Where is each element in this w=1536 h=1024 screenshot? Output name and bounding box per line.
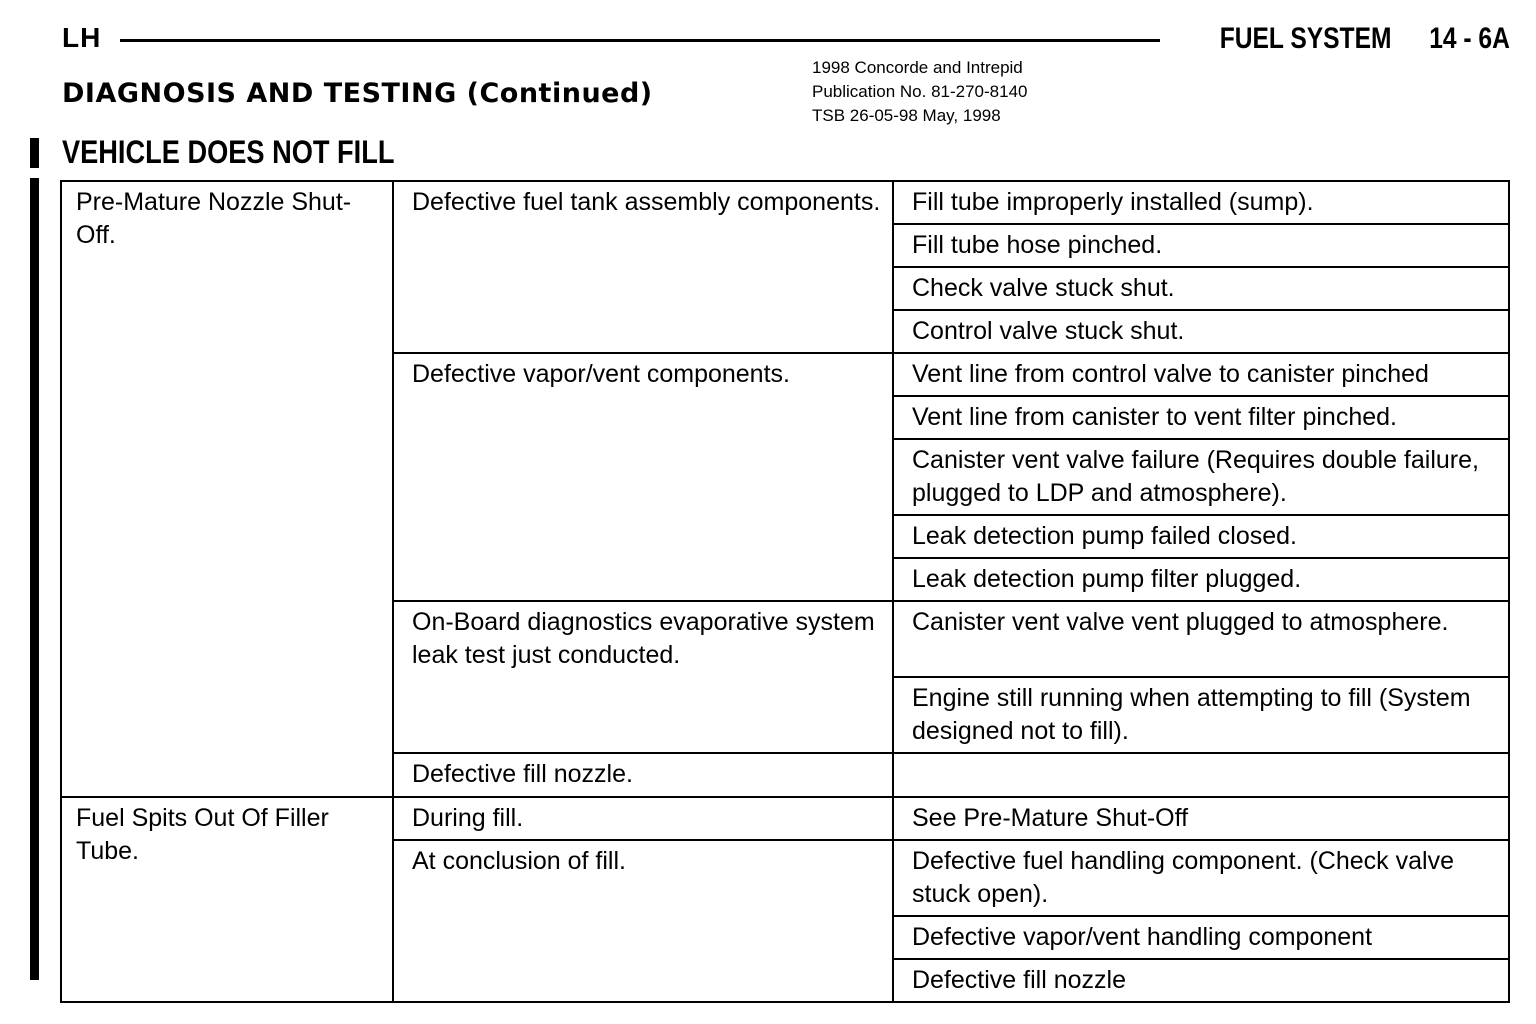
- section-name: FUEL SYSTEM: [1219, 22, 1392, 55]
- publication-line: TSB 26-05-98 May, 1998: [812, 106, 1001, 125]
- correction-cell: Vent line from canister to vent filter pinched.: [893, 396, 1509, 439]
- correction-cell: Engine still running when attempting to fill (System designed not to fill).: [893, 677, 1509, 753]
- correction-cell: Defective vapor/vent handling component: [893, 916, 1509, 959]
- table-row: [61, 797, 1509, 840]
- correction-cell: Canister vent valve vent plugged to atmosphere.: [893, 601, 1509, 677]
- correction-cell: Fill tube improperly installed (sump).: [893, 181, 1509, 224]
- correction-cell: Fill tube hose pinched.: [893, 224, 1509, 267]
- section-title: VEHICLE DOES NOT FILL: [62, 134, 395, 170]
- correction-cell: Defective fuel handling component. (Check valve stuck open).: [893, 840, 1509, 916]
- diagnosis-table: [60, 180, 1510, 1003]
- publication-line: 1998 Concorde and Intrepid: [812, 58, 1023, 77]
- header-rule: [120, 39, 1160, 42]
- correction-cell: Vent line from control valve to canister pinched: [893, 353, 1509, 396]
- page-header: [1220, 22, 1510, 56]
- cause-cell: Defective vapor/vent components.: [393, 353, 893, 601]
- correction-cell: Leak detection pump failed closed.: [893, 515, 1509, 558]
- correction-cell: Leak detection pump filter plugged.: [893, 558, 1509, 601]
- cause-cell: On-Board diagnostics evaporative system leak test just conducted.: [393, 601, 893, 753]
- page-number: 14 - 6A: [1429, 22, 1510, 55]
- publication-line: Publication No. 81-270-8140: [812, 82, 1028, 101]
- cause-cell: Defective fuel tank assembly components.: [393, 181, 893, 353]
- table-row: [61, 181, 1509, 224]
- diagnosis-table-body: [61, 181, 1509, 1002]
- condition-cell: Fuel Spits Out Of Filler Tube.: [61, 797, 393, 1002]
- cause-cell: Defective fill nozzle.: [393, 753, 893, 797]
- correction-cell: See Pre-Mature Shut-Off: [893, 797, 1509, 840]
- correction-cell: [893, 753, 1509, 797]
- revision-bar: [30, 138, 39, 168]
- correction-cell: Check valve stuck shut.: [893, 267, 1509, 310]
- publication-info: [812, 56, 1027, 128]
- correction-cell: Control valve stuck shut.: [893, 310, 1509, 353]
- correction-cell: Defective fill nozzle: [893, 959, 1509, 1002]
- page-subtitle: DIAGNOSIS AND TESTING (Continued): [62, 78, 653, 109]
- cause-cell: At conclusion of fill.: [393, 840, 893, 1002]
- revision-bar: [30, 178, 39, 980]
- correction-cell: Canister vent valve failure (Requires double failure, plugged to LDP and atmosphere).: [893, 439, 1509, 515]
- cause-cell: During fill.: [393, 797, 893, 840]
- manual-code: LH: [62, 22, 102, 53]
- condition-cell: Pre-Mature Nozzle Shut-Off.: [61, 181, 393, 797]
